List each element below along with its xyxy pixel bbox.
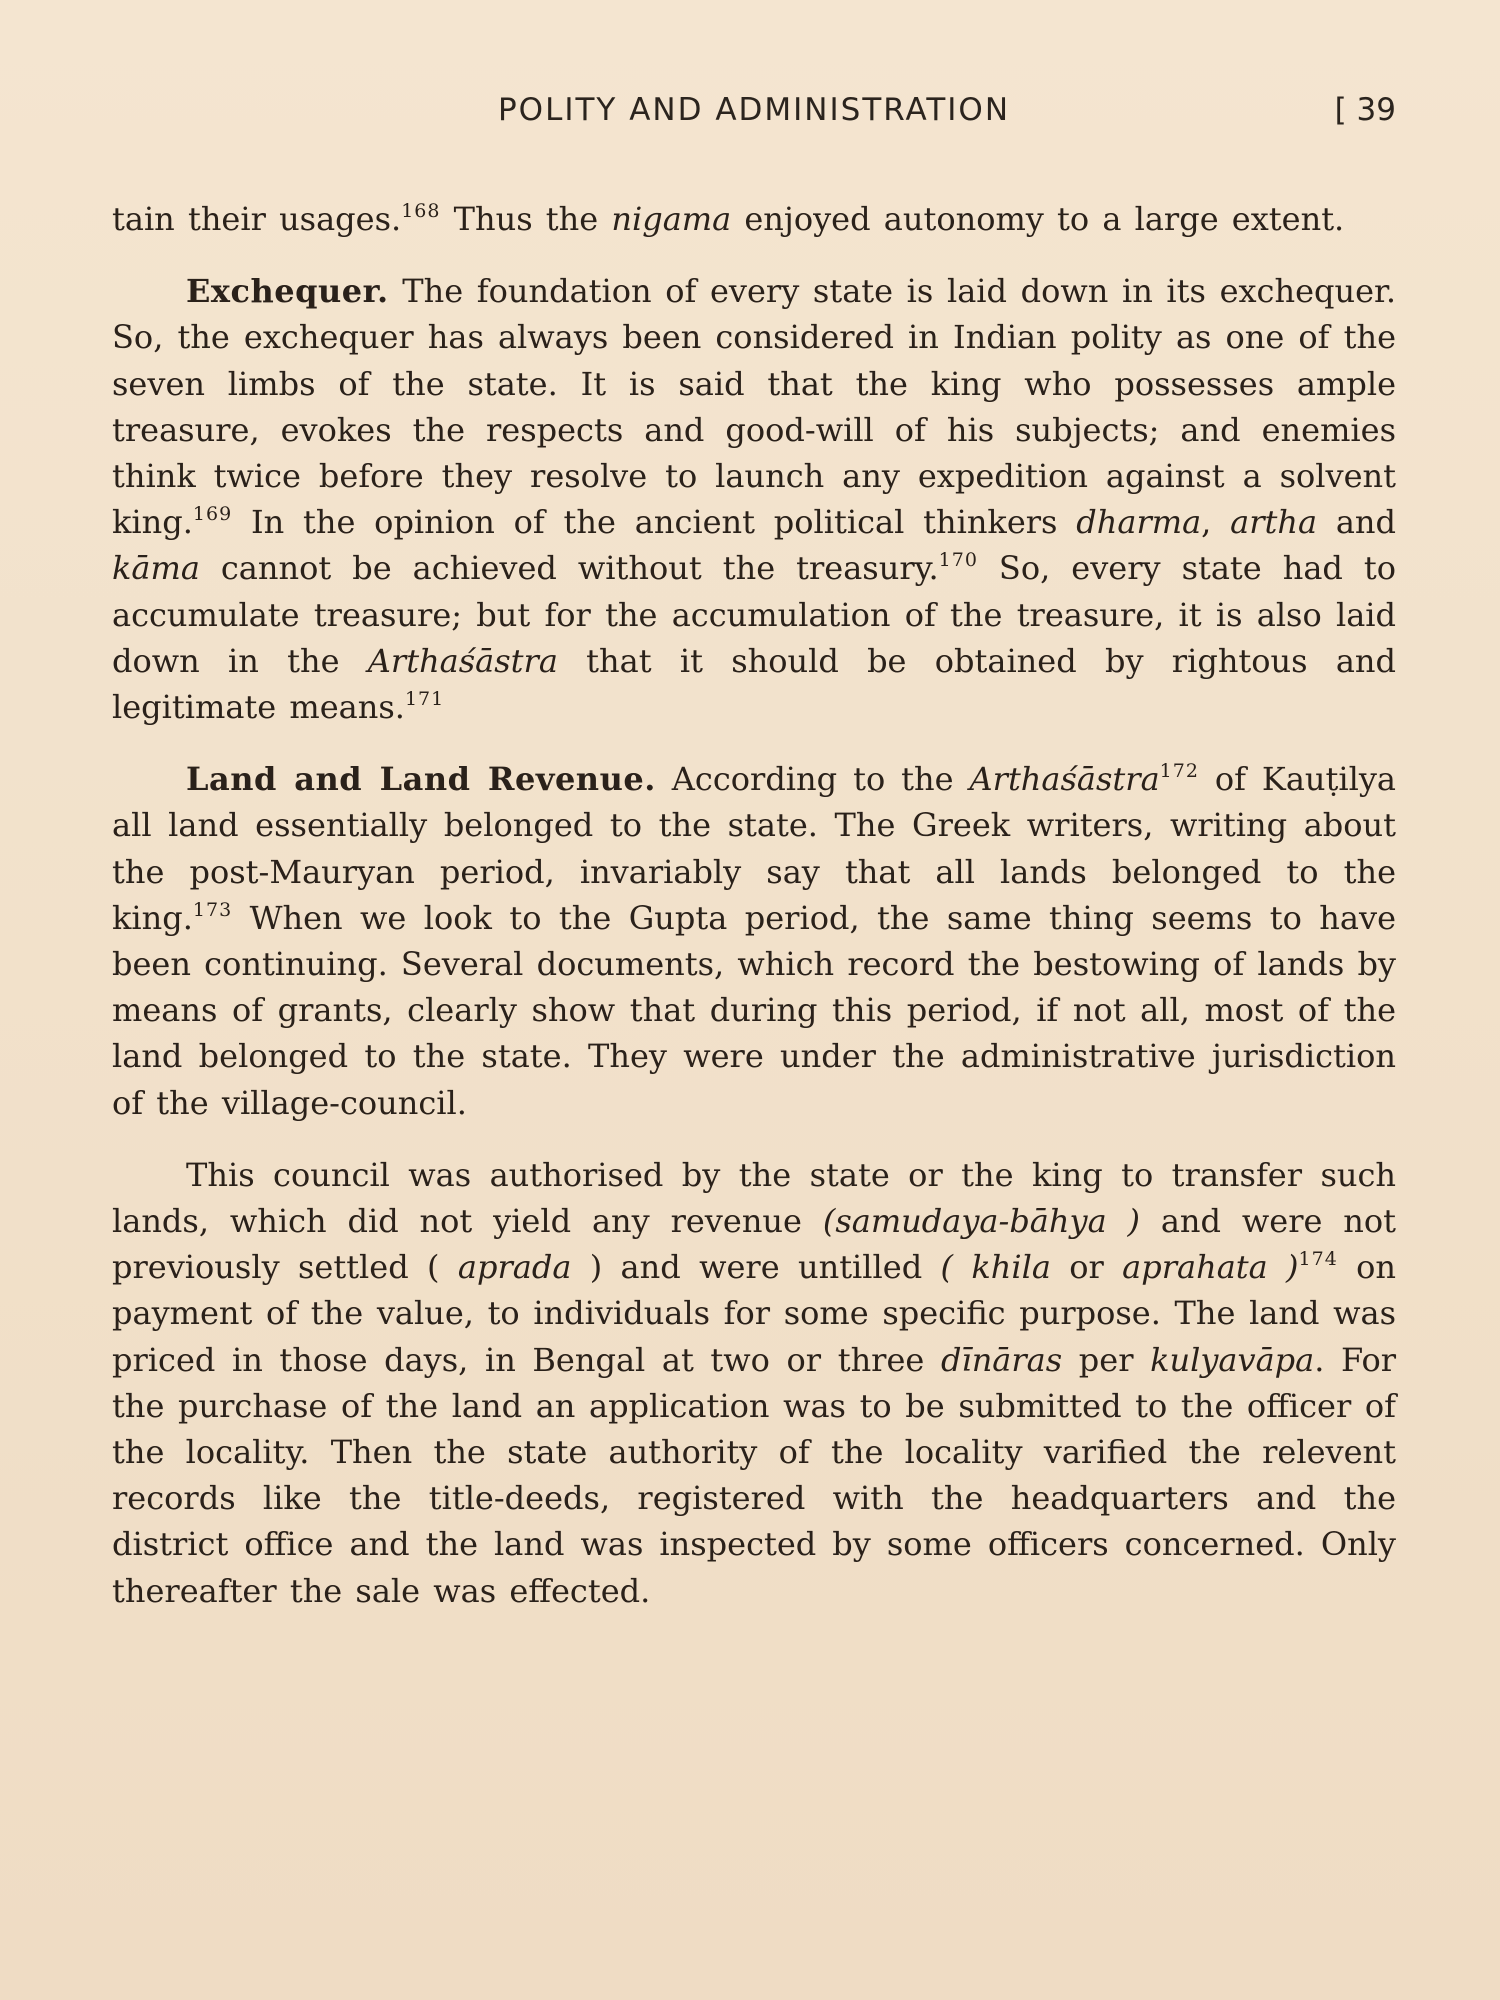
footnote-marker: 168 (401, 200, 441, 222)
running-title: POLITY AND ADMINISTRATION (497, 92, 1011, 128)
paragraph-exchequer: Exchequer. The foundation of every state is laid down in its exchequer. So, the exchequer has always been considered in Indian polity as one of the seven limbs of the state. It is said that the king who possesses ample treasure, evokes the respects and good-will of his subjects; and enemies think twice before they resolve to launch any expedition against a solvent king.$^{169}$ In the opinion of the ancient political thinkers dharma, artha and kāma cannot be achieved without the treasury.$^{170}$ So, every state had to accumulate treasure; but for the accumulation of the treasure, it is also laid down in the Arthaśāstra that it should be obtained by rightous and legitimate means.$^{171}$ (112, 272, 1397, 727)
page-number: [ 39 (1334, 92, 1396, 128)
footnote-marker: 172 (1159, 760, 1199, 783)
section-heading-land-revenue: Land and Land Revenue. (186, 760, 656, 799)
section-heading-exchequer: Exchequer. (186, 272, 389, 311)
footnote-marker: 169 (192, 503, 233, 526)
footnote-marker: 170 (938, 549, 978, 572)
body-text (112, 196, 1396, 1640)
paragraph-continuation: tain their usages.$^{168}$ Thus the nigama enjoyed autonomy to a large extent. (112, 200, 1345, 238)
footnote-marker: 171 (404, 688, 445, 711)
footnote-marker: 174 (1298, 1248, 1338, 1271)
paragraph-council: This council was authorised by the state or the king to transfer such lands, which did not yield any revenue (samudaya-bāhya ) and were not previously settled ( aprada ) and were untilled ( khila or aprahata )$^{174}$ on payment of the value, to individuals for some specific purpose. The land was priced in those days, in Bengal at two or three dīnāras per kulyavāpa. For the purchase of the land an application was to be submitted to the officer of the locality. Then the state authority of the locality varified the relevent records like the title-deeds, registered with the headquarters and the district office and the land was inspected by some officers concerned. Only thereafter the sale was effected. (112, 1155, 1397, 1610)
footnote-marker: 173 (192, 898, 233, 921)
page-header (112, 92, 1396, 132)
paragraph-land-revenue: Land and Land Revenue. According to the Arthaśāstra$^{172}$ of Kauṭilya all land essentially belonged to the state. The Greek writers, writing about the post-Mauryan period, invariably say that all lands belonged to the king.$^{173}$ When we look to the Gupta period, the same thing seems to have been continuing. Several documents, which record the bestowing of lands by means of grants, clearly show that during this period, if not all, most of the land belonged to the state. They were under the administrative jurisdiction of the village-council. (112, 760, 1397, 1122)
